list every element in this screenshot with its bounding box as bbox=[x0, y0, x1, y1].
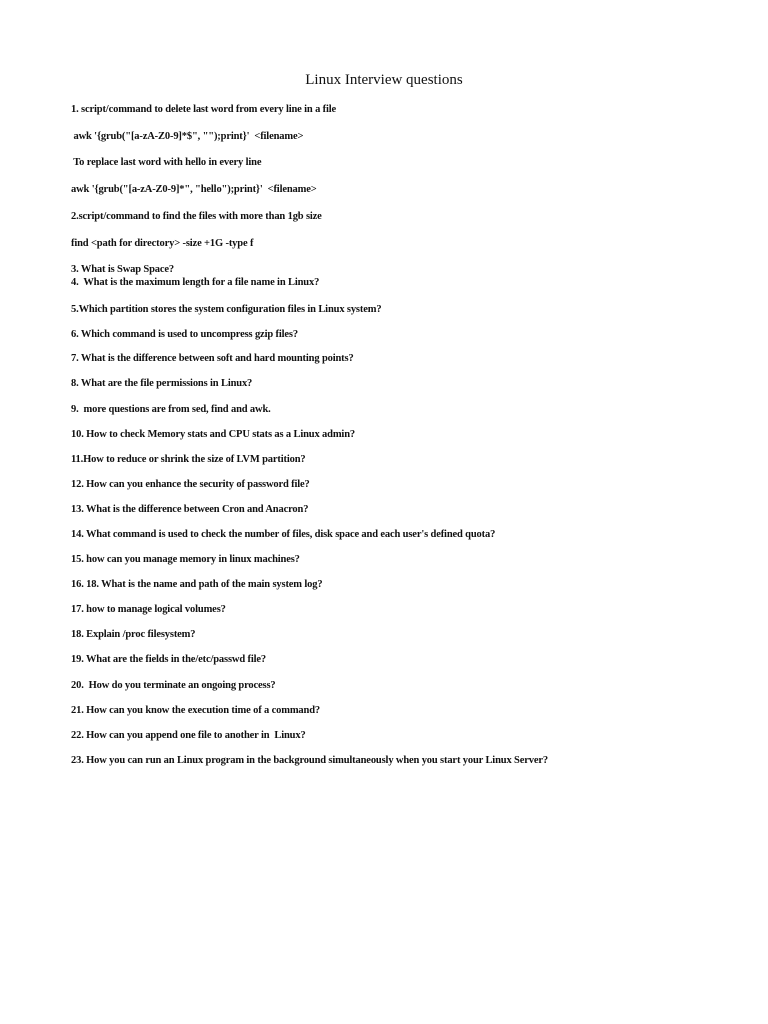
question-20: 20. How do you terminate an ongoing process? bbox=[71, 680, 276, 691]
document-title: Linux Interview questions bbox=[305, 72, 463, 88]
question-14: 14. What command is used to check the number of files, disk space and each user's defined quota? bbox=[71, 529, 496, 540]
question-7: 7. What is the difference between soft and hard mounting points? bbox=[71, 353, 354, 364]
question-21: 21. How can you know the execution time of a command? bbox=[71, 705, 320, 716]
question-18: 18. Explain /proc filesystem? bbox=[71, 629, 196, 640]
question-15: 15. how can you manage memory in linux machines? bbox=[71, 554, 300, 565]
question-10: 10. How to check Memory stats and CPU stats as a Linux admin? bbox=[71, 429, 355, 440]
awk-command-replace: awk '{grub("[a-zA-Z0-9]*", "hello");print}' <filename> bbox=[71, 184, 317, 195]
question-8: 8. What are the file permissions in Linux? bbox=[71, 378, 253, 389]
question-2: 2.script/command to find the files with more than 1gb size bbox=[71, 211, 322, 222]
question-17: 17. how to manage logical volumes? bbox=[71, 604, 226, 615]
find-command: find <path for directory> -size +1G -type f bbox=[71, 238, 254, 249]
question-12: 12. How can you enhance the security of password file? bbox=[71, 479, 310, 490]
question-19: 19. What are the fields in the/etc/passwd file? bbox=[71, 654, 266, 665]
question-22: 22. How can you append one file to another in Linux? bbox=[71, 730, 306, 741]
awk-command-delete: awk '{grub("[a-zA-Z0-9]*$", "");print}' <filename> bbox=[71, 131, 304, 142]
question-5: 5.Which partition stores the system configuration files in Linux system? bbox=[71, 304, 382, 315]
question-3: 3. What is Swap Space? bbox=[71, 264, 174, 275]
question-16: 16. 18. What is the name and path of the main system log? bbox=[71, 579, 323, 590]
question-11: 11.How to reduce or shrink the size of LVM partition? bbox=[71, 454, 306, 465]
question-4: 4. What is the maximum length for a file name in Linux? bbox=[71, 277, 320, 288]
question-13: 13. What is the difference between Cron and Anacron? bbox=[71, 504, 309, 515]
replace-note: To replace last word with hello in every line bbox=[71, 157, 262, 168]
question-23: 23. How you can run an Linux program in the background simultaneously when you start your Linux Server? bbox=[71, 755, 548, 766]
question-6: 6. Which command is used to uncompress gzip files? bbox=[71, 329, 298, 340]
question-9: 9. more questions are from sed, find and awk. bbox=[71, 404, 271, 415]
question-1: 1. script/command to delete last word from every line in a file bbox=[71, 104, 337, 115]
